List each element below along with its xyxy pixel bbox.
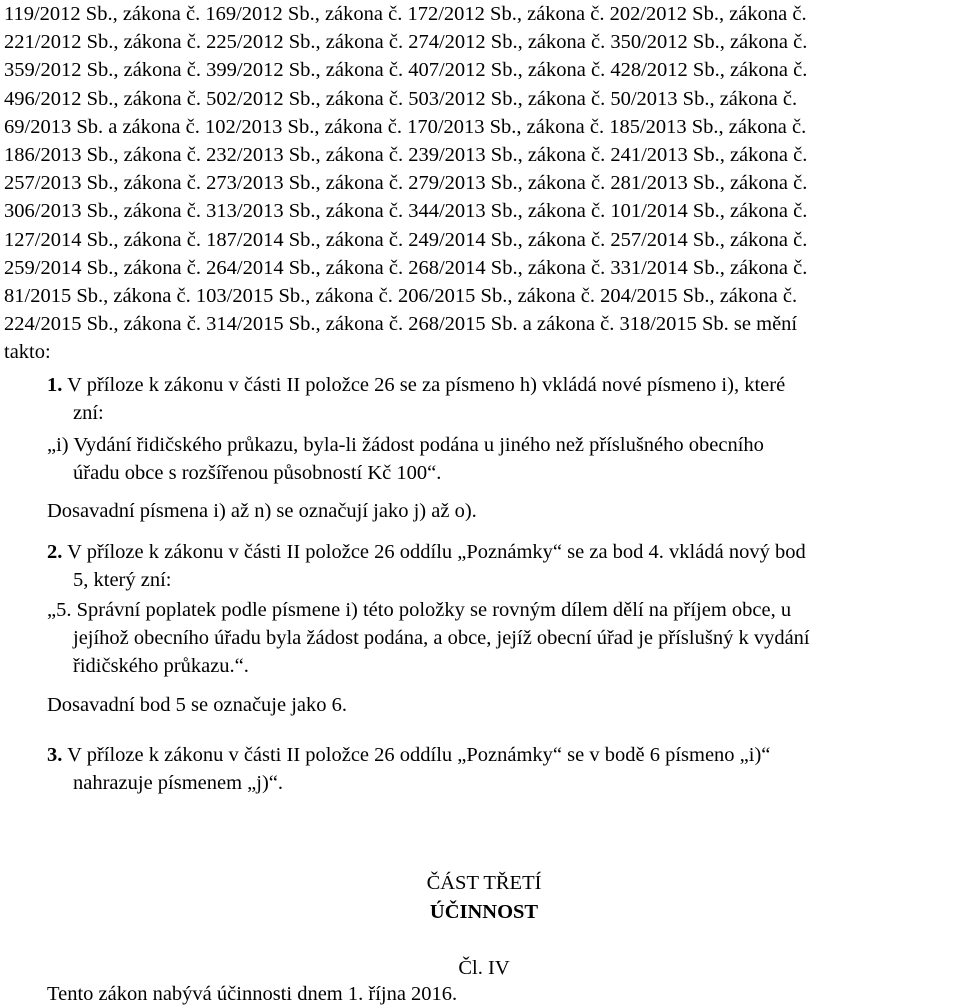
- citation-line: 306/2013 Sb., zákona č. 313/2013 Sb., zákona č. 344/2013 Sb., zákona č. 101/2014 Sb., zákona č.: [4, 200, 808, 223]
- renumbering-note-1: Dosavadní písmena i) až n) se označují jako j) až o).: [47, 500, 477, 522]
- item-text: nahrazuje písmenem „j)“.: [73, 772, 284, 795]
- citation-line: 496/2012 Sb., zákona č. 502/2012 Sb., zákona č. 503/2012 Sb., zákona č. 50/2013 Sb., zákona č.: [4, 87, 798, 110]
- citation-line: 127/2014 Sb., zákona č. 187/2014 Sb., zákona č. 249/2014 Sb., zákona č. 257/2014 Sb., zákona č.: [4, 228, 808, 251]
- part-title: ČÁST TŘETÍ: [426, 872, 542, 894]
- amendment-item-1-line-1: [47, 371, 957, 399]
- effective-date-text: Tento zákon nabývá účinnosti dnem 1. října 2016.: [47, 983, 458, 1005]
- citation-line: 257/2013 Sb., zákona č. 273/2013 Sb., zákona č. 279/2013 Sb., zákona č. 281/2013 Sb., zákona č.: [4, 172, 808, 195]
- citation-line: 81/2015 Sb., zákona č. 103/2015 Sb., zákona č. 206/2015 Sb., zákona č. 204/2015 Sb., zákona č.: [4, 285, 798, 308]
- item-number: 3.: [47, 744, 63, 766]
- quote-line: řidičského průkazu.“.: [73, 655, 249, 678]
- quote-line: „5. Správní poplatek podle písmene i) této položky se rovným dílem dělí na příjem obce, u: [47, 599, 792, 621]
- item-number: 1.: [47, 374, 63, 396]
- citation-line: 186/2013 Sb., zákona č. 232/2013 Sb., zákona č. 239/2013 Sb., zákona č. 241/2013 Sb., zákona č.: [4, 144, 808, 167]
- item-number: 2.: [47, 541, 63, 563]
- item-text: zní:: [73, 402, 104, 425]
- quote-line: jejíhož obecního úřadu byla žádost podána, a obce, jejíž obecní úřad je příslušný k vydání: [73, 627, 810, 650]
- renumbering-note-2: Dosavadní bod 5 se označuje jako 6.: [47, 694, 348, 716]
- citation-line: 119/2012 Sb., zákona č. 169/2012 Sb., zákona č. 172/2012 Sb., zákona č. 202/2012 Sb., zákona č.: [4, 3, 807, 25]
- amendment-citation-list: [4, 0, 954, 367]
- citation-line: takto:: [4, 341, 51, 364]
- inserted-text-2: [47, 596, 957, 681]
- item-text: 5, který zní:: [73, 569, 172, 592]
- item-text: V příloze k zákonu v části II položce 26 oddílu „Poznámky“ se za bod 4. vkládá nový bod: [67, 541, 806, 563]
- item-text: V příloze k zákonu v části II položce 26 se za písmeno h) vkládá nové písmeno i), které: [67, 374, 786, 396]
- amendment-item-2: [47, 538, 957, 594]
- citation-line: 259/2014 Sb., zákona č. 264/2014 Sb., zákona č. 268/2014 Sb., zákona č. 331/2014 Sb., zákona č.: [4, 256, 808, 279]
- item-text: V příloze k zákonu v části II položce 26 oddílu „Poznámky“ se v bodě 6 písmeno „i)“: [67, 744, 771, 766]
- inserted-text-1: [47, 431, 957, 487]
- citation-line: 69/2013 Sb. a zákona č. 102/2013 Sb., zákona č. 170/2013 Sb., zákona č. 185/2013 Sb., zákona č.: [4, 115, 807, 138]
- amendment-item-3-line-1: [47, 741, 917, 769]
- quote-line: úřadu obce s rozšířenou působností Kč 100“.: [73, 462, 442, 485]
- article-number: Čl. IV: [458, 957, 510, 979]
- part-heading: ÚČINNOST: [429, 901, 539, 923]
- amendment-item-1: [47, 371, 957, 427]
- citation-line: 224/2015 Sb., zákona č. 314/2015 Sb., zákona č. 268/2015 Sb. a zákona č. 318/2015 Sb. se mění: [4, 313, 798, 336]
- citation-line: 221/2012 Sb., zákona č. 225/2012 Sb., zákona č. 274/2012 Sb., zákona č. 350/2012 Sb., zákona č.: [4, 31, 808, 54]
- amendment-item-2-line-1: [47, 538, 957, 566]
- amendment-item-3: [47, 741, 917, 797]
- citation-line: 359/2012 Sb., zákona č. 399/2012 Sb., zákona č. 407/2012 Sb., zákona č. 428/2012 Sb., zákona č.: [4, 59, 808, 82]
- quote-line: „i) Vydání řidičského průkazu, byla-li žádost podána u jiného než příslušného obecního: [47, 434, 764, 456]
